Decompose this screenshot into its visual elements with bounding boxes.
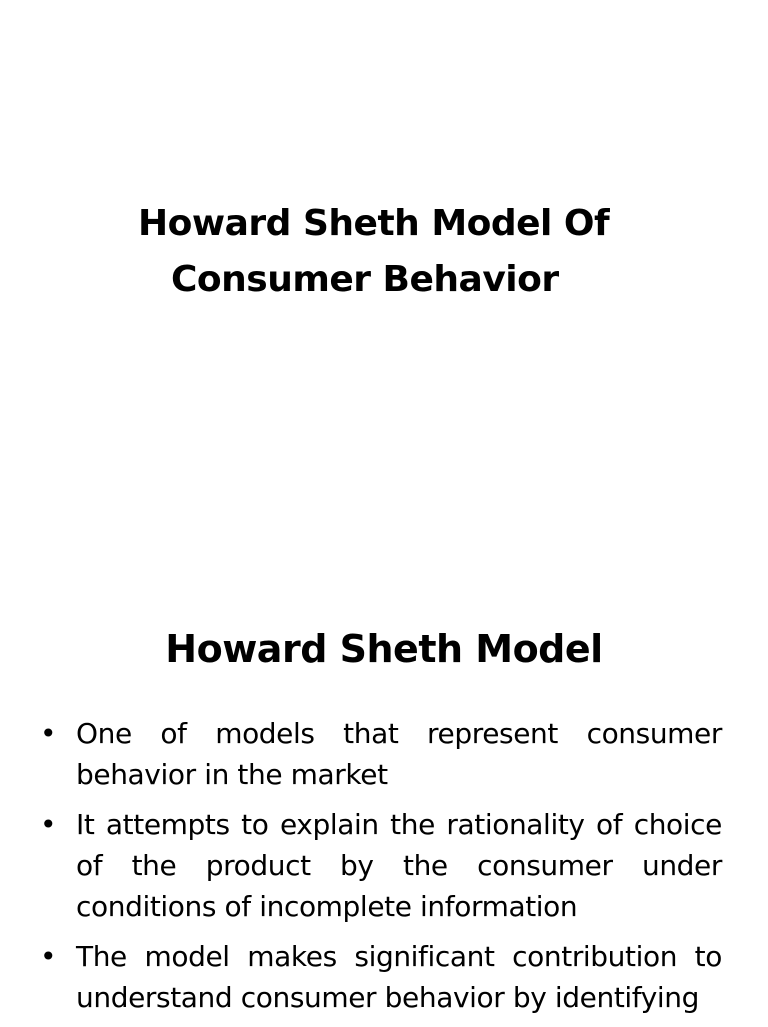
slide-title-line-1: Howard Sheth Model Of [138,203,610,244]
bullet-text: One of models that represent consumer behavior in the market [76,717,722,791]
slide-title-line-2: Consumer Behavior [171,259,559,300]
content-slide [0,577,768,1024]
bullet-icon: • [40,808,57,841]
bullet-item [40,936,722,1018]
bullet-text: It attempts to explain the rationality of choice of the product by the consumer under conditions of incomplete information [76,808,722,923]
bullet-list [40,713,722,1027]
bullet-item [40,713,722,795]
content-slide-title: Howard Sheth Model [165,627,603,671]
bullet-icon: • [40,717,57,750]
bullet-icon: • [40,940,57,973]
bullet-item [40,804,722,927]
bullet-text: The model makes significant contribution to understand consumer behavior by identifying [76,940,722,1014]
slide-title [0,196,768,308]
